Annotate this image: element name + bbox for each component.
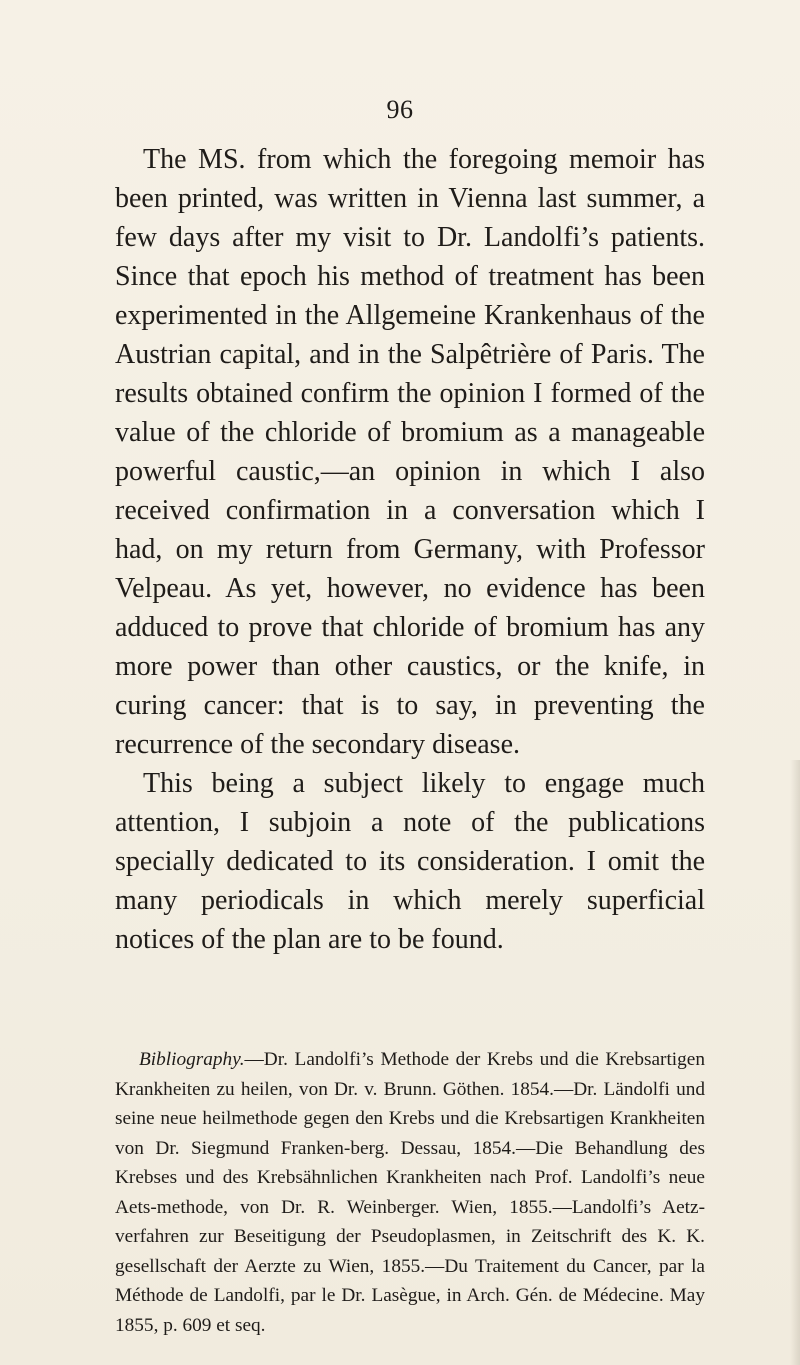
bibliography-paragraph	[115, 1045, 705, 1340]
page-number: 96	[386, 95, 414, 124]
paragraph-1: The MS. from which the foregoing memoir has been printed, was written in Vienna last summer, a few days after my visit to Dr. Landolfi’s patients. Since that epoch his method of treatment has been experimented in the Allgemeine Krankenhaus of the Austrian capital, and in the Salpêtrière of Paris. The results obtained confirm the opinion I formed of the value of the chloride of bromium as a manageable powerful caustic,—an opinion in which I also received confirmation in a conversation which I had, on my return from Germany, with Professor Velpeau. As yet, however, no evidence has been adduced to prove that chloride of bromium has any more power than other caustics, or the knife, in curing cancer: that is to say, in preventing the recurrence of the secondary disease.	[115, 144, 705, 760]
bibliography-heading: Bibliography.	[139, 1049, 245, 1070]
page-edge-shadow	[790, 760, 800, 1365]
paragraph-2: This being a subject likely to engage much attention, I subjoin a note of the publications specially dedicated to its consideration. I omit the many periodicals in which merely superficial notices of the plan are to be found.	[115, 768, 705, 955]
bibliography-note	[115, 1045, 705, 1340]
bibliography-text: —Dr. Landolfi’s Methode der Krebs und die Krebsartigen Krankheiten zu heilen, von Dr. v. Brunn. Göthen. 1854.—Dr. Ländolfi und seine neue heilmethode gegen den Krebs und die Krebsartigen Krankheiten von Dr. Siegmund Franken-berg. Dessau, 1854.—Die Behandlung des Krebses und des Krebsähnlichen Krankheiten nach Prof. Landolfi’s neue Aets-methode, von Dr. R. Weinberger. Wien, 1855.—Landolfi’s Aetz-verfahren zur Beseitigung der Pseudoplasmen, in Zeitschrift des K. K. gesellschaft der Aerzte zu Wien, 1855.—Du Traitement du Cancer, par la Méthode de Landolfi, par le Dr. Lasègue, in Arch. Gén. de Médecine. May 1855, p. 609 et seq.	[115, 1049, 705, 1336]
main-text	[115, 140, 705, 959]
